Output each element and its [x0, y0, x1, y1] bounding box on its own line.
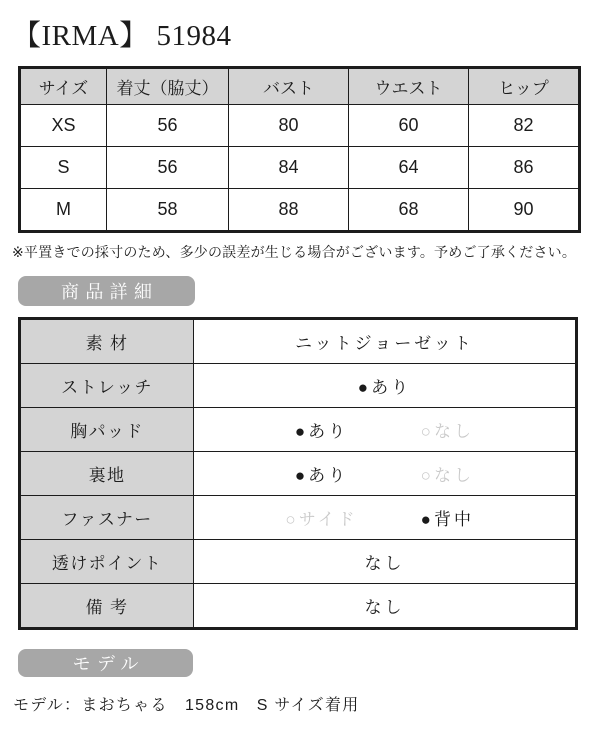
waist-col-header: ウエスト	[349, 68, 469, 105]
m-hip-value: 90	[469, 189, 580, 232]
lining-option-nashi: ○なし	[420, 466, 475, 486]
fastener-label: ファスナー	[20, 496, 194, 540]
size-col-header: サイズ	[20, 68, 107, 105]
detail-row-fastener	[20, 496, 577, 540]
s-length-value: 56	[107, 147, 229, 189]
material-value: ニットジョーゼット	[295, 334, 474, 354]
detail-row-sheer-point	[20, 540, 577, 584]
detail-row-chest-pad	[20, 408, 577, 452]
xs-waist-value: 60	[349, 105, 469, 147]
material-label: 素 材	[20, 319, 194, 364]
model-section-heading: モデル	[18, 649, 193, 677]
xs-bust-value: 80	[229, 105, 349, 147]
detail-row-material	[20, 319, 577, 364]
fastener-option-side: ○サイド	[285, 510, 358, 530]
hip-col-header: ヒップ	[469, 68, 580, 105]
size-row-s	[20, 147, 580, 189]
m-bust-value: 88	[229, 189, 349, 232]
length-col-header: 着丈（脇丈）	[107, 68, 229, 105]
s-waist-value: 64	[349, 147, 469, 189]
lining-label: 裏地	[20, 452, 194, 496]
xs-hip-value: 82	[469, 105, 580, 147]
sheer-point-value: なし	[364, 554, 405, 574]
model-info: モデル：まおちゃる 158cm S サイズ着用	[13, 697, 360, 715]
details-section-heading: 商品詳細	[18, 276, 195, 306]
detail-row-remarks	[20, 584, 577, 629]
remarks-value: なし	[364, 598, 405, 618]
fastener-option-back: ●背中	[420, 510, 475, 530]
stretch-label: ストレッチ	[20, 364, 194, 408]
size-label-m: M	[20, 189, 107, 232]
s-bust-value: 84	[229, 147, 349, 189]
size-table-header-row	[20, 68, 580, 105]
m-length-value: 58	[107, 189, 229, 232]
product-spec-sheet	[0, 20, 600, 740]
lining-option-ari: ●あり	[294, 466, 349, 486]
bust-col-header: バスト	[229, 68, 349, 105]
size-label-xs: XS	[20, 105, 107, 147]
s-hip-value: 86	[469, 147, 580, 189]
remarks-label: 備 考	[20, 584, 194, 629]
chest-pad-label: 胸パッド	[20, 408, 194, 452]
size-row-xs	[20, 105, 580, 147]
size-row-m	[20, 189, 580, 232]
detail-row-stretch	[20, 364, 577, 408]
chest-pad-option-ari: ●あり	[294, 422, 349, 442]
page-title: 【IRMA】 51984	[12, 20, 232, 52]
detail-row-lining	[20, 452, 577, 496]
stretch-option-ari: ●あり	[357, 378, 412, 398]
size-table	[18, 66, 581, 233]
m-waist-value: 68	[349, 189, 469, 232]
size-label-s: S	[20, 147, 107, 189]
measurement-note: ※平置きでの採寸のため、多少の誤差が生じる場合がございます。予めご了承ください。	[12, 244, 577, 261]
chest-pad-option-nashi: ○なし	[420, 422, 475, 442]
product-detail-table	[18, 317, 578, 630]
xs-length-value: 56	[107, 105, 229, 147]
sheer-point-label: 透けポイント	[20, 540, 194, 584]
